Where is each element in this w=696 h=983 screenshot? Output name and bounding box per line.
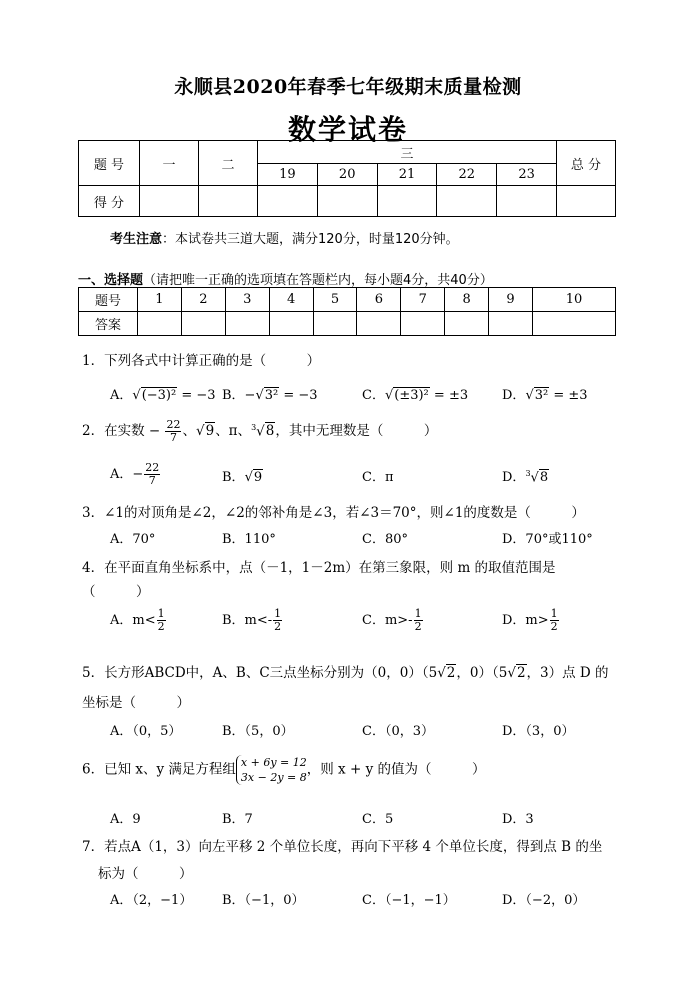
answer-cell[interactable] <box>313 312 357 336</box>
q6-option-c: C．5 <box>362 812 394 827</box>
q6-equation-system: x + 6y = 12 3x − 2y = 8 <box>236 755 307 785</box>
q3-option-a: A．70° <box>110 532 156 547</box>
answer-number: 9 <box>489 288 533 312</box>
exam-subtitle: 数学试卷 <box>287 113 408 146</box>
q2-option-b: B．√9 <box>222 470 263 485</box>
q6-option-d: D．3 <box>502 812 534 827</box>
q1-option-c: C．√(±3)² = ±3 <box>362 388 469 403</box>
answer-cell[interactable] <box>357 312 401 336</box>
score-row-label-1: 题 号 <box>79 141 140 186</box>
section-heading <box>78 269 493 288</box>
answer-number: 1 <box>138 288 182 312</box>
q1-b-radicand: 3² <box>264 388 279 403</box>
score-cell[interactable] <box>437 186 497 217</box>
q5-option-d: D．（3，0） <box>502 724 575 739</box>
q1-d-radicand: 3² <box>534 388 549 403</box>
q6-option-b: B．7 <box>222 812 253 827</box>
q2-fraction: $\frac{22}{7}$ <box>166 418 181 444</box>
answer-number: 3 <box>225 288 269 312</box>
answer-row-label-2: 答案 <box>79 312 138 336</box>
q1-stem: 1．下列各式中计算正确的是（ ） <box>82 353 321 369</box>
q1-c-radicand: (±3)² <box>394 388 429 403</box>
score-total: 总 分 <box>557 141 616 186</box>
q7-option-d: D．（−2，0） <box>502 893 586 908</box>
q2-option-a: A．− $\frac{22}{7}$ <box>110 461 160 487</box>
score-subcol-21: 21 <box>377 164 437 186</box>
score-cell[interactable] <box>199 186 258 217</box>
q1-a-radicand: (−3)² <box>141 388 177 403</box>
answer-number: 2 <box>181 288 225 312</box>
score-col-2: 二 <box>199 141 258 186</box>
score-col-3: 三 <box>258 141 557 164</box>
notice-text: ：本试卷共三道大题，满分120分，时量120分钟。 <box>162 232 459 247</box>
q2-stem: 2．在实数 − $\frac{22}{7}$ 、√9、π、$^3$√8，其中无理数是（ ） <box>82 418 438 444</box>
answer-cell[interactable] <box>489 312 533 336</box>
section-desc: （请把唯一正确的选项填在答题栏内，每小题4分，共40分） <box>143 273 493 288</box>
q5-stem: 5．长方形ABCD中，A、B、C三点坐标分别为（0，0）（5√2，0）（5√2，3）点 D 的 <box>82 665 609 681</box>
q2-option-c: C．π <box>362 470 394 485</box>
notice-label: 考生注意 <box>110 232 163 247</box>
q2-sqrt-radicand: 9 <box>205 423 215 439</box>
answer-cell[interactable] <box>181 312 225 336</box>
answer-number: 4 <box>269 288 313 312</box>
q7-stem: 7．若点A（1，3）向左平移 2 个单位长度，再向下平移 4 个单位长度，得到点 B 的坐 <box>82 839 603 855</box>
score-cell[interactable] <box>258 186 318 217</box>
answer-cell[interactable] <box>401 312 445 336</box>
score-col-1: 一 <box>140 141 199 186</box>
score-subcol-19: 19 <box>258 164 318 186</box>
q4-stem: 4．在平面直角坐标系中，点（－1，1－2m）在第三象限，则 m 的取值范围是 <box>82 560 556 576</box>
score-cell[interactable] <box>317 186 377 217</box>
answer-cell[interactable] <box>445 312 489 336</box>
score-cell[interactable] <box>377 186 437 217</box>
answer-cell[interactable] <box>269 312 313 336</box>
q4-stem-line2: （ ） <box>82 584 150 600</box>
score-cell[interactable] <box>557 186 616 217</box>
q4-option-a: A．m< $\frac{1}{2}$ <box>110 607 165 633</box>
score-subcol-20: 20 <box>317 164 377 186</box>
q7-option-a: A．（2，−1） <box>110 893 193 908</box>
score-subcol-23: 23 <box>497 164 557 186</box>
score-row-label-2: 得 分 <box>79 186 140 217</box>
section-title: 一、选择题 <box>78 273 144 288</box>
q4-option-c: C．m>- $\frac{1}{2}$ <box>362 607 422 633</box>
q7-stem-line2: 标为（ ） <box>98 866 193 882</box>
q5-option-b: B．（5，0） <box>222 724 294 739</box>
q7-option-c: C．（−1，−1） <box>362 893 456 908</box>
q5-option-a: A．（0，5） <box>110 724 182 739</box>
q3-option-c: C．80° <box>362 532 408 547</box>
answer-number: 5 <box>313 288 357 312</box>
score-subcol-22: 22 <box>437 164 497 186</box>
q5-option-c: C．（0，3） <box>362 724 434 739</box>
q2-option-d: D．$^3$√8 <box>502 468 549 485</box>
answer-number: 10 <box>533 288 616 312</box>
q2-cbrt-index: 3 <box>251 422 257 432</box>
answer-row-label-1: 题号 <box>79 288 138 312</box>
score-cell[interactable] <box>140 186 199 217</box>
q2-cbrt-radicand: 8 <box>265 423 275 439</box>
answer-number: 7 <box>401 288 445 312</box>
answer-table <box>78 287 616 336</box>
answer-number: 8 <box>445 288 489 312</box>
q3-option-b: B．110° <box>222 532 276 547</box>
q4-option-b: B．m<- $\frac{1}{2}$ <box>222 607 282 633</box>
q4-option-d: D．m> $\frac{1}{2}$ <box>502 607 558 633</box>
answer-number: 6 <box>357 288 401 312</box>
q1-option-b: B．−√3² = −3 <box>222 388 318 403</box>
answer-cell[interactable] <box>533 312 616 336</box>
exam-title: 永顺县2020年春季七年级期末质量检测 <box>174 76 522 98</box>
score-cell[interactable] <box>497 186 557 217</box>
q6-option-a: A．9 <box>110 812 141 827</box>
q7-option-b: B．（−1，0） <box>222 893 305 908</box>
q1-option-a: A．√(−3)² = −3 <box>110 388 216 403</box>
q3-stem: 3．∠1的对顶角是∠2，∠2的邻补角是∠3，若∠3＝70°，则∠1的度数是（ ） <box>82 505 585 521</box>
answer-cell[interactable] <box>225 312 269 336</box>
answer-cell[interactable] <box>138 312 182 336</box>
q3-option-d: D．70°或110° <box>502 532 593 547</box>
exam-notice <box>110 228 459 247</box>
q1-option-d: D．√3² = ±3 <box>502 388 588 403</box>
q5-stem-line2: 坐标是（ ） <box>82 695 190 711</box>
score-table <box>78 140 616 217</box>
q6-stem: 6．已知 x、y 满足方程组 x + 6y = 12 3x − 2y = 8 ，则 x + y 的值为（ ） <box>82 756 486 784</box>
